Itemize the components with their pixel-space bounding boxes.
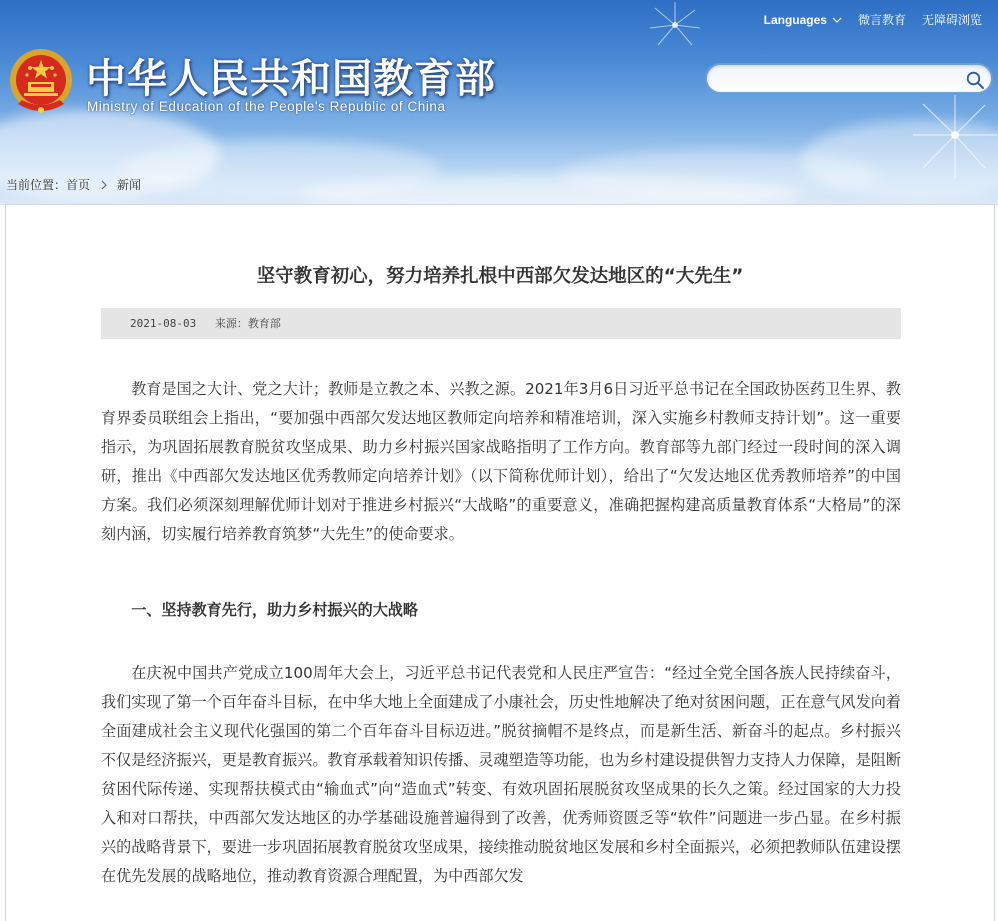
article-date: 2021-08-03 (130, 317, 197, 330)
languages-dropdown[interactable] (764, 13, 842, 27)
article-container (5, 204, 995, 921)
accessibility-link[interactable]: 无障碍浏览 (921, 13, 982, 27)
site-title: 中华人民共和国教育部 (86, 56, 496, 102)
search-icon[interactable] (965, 70, 985, 90)
top-nav (764, 11, 982, 28)
article-title: 坚守教育初心，努力培养扎根中西部欠发达地区的“大先生” (256, 266, 744, 287)
article-meta-bar (101, 308, 901, 339)
dandelion-decoration-icon (905, 90, 998, 180)
national-emblem-icon (8, 46, 74, 118)
chevron-down-icon (832, 15, 842, 25)
breadcrumb-current[interactable]: 新闻 (117, 178, 142, 192)
breadcrumb-home-link[interactable]: 首页 (66, 178, 91, 192)
site-subtitle: Ministry of Education of the People's Republic of China (87, 99, 446, 114)
search-input[interactable] (719, 69, 959, 89)
weixin-link[interactable]: 微言教育 (857, 13, 906, 27)
site-header (0, 0, 998, 205)
article-paragraph: 教育是国之大计、党之大计；教师是立教之本、兴教之源。2021年3月6日习近平总书记在全国政协医药卫生界、教育界委员联组会上指出，“要加强中西部欠发达地区教师定向培养和精准培训，深入实施乡村教师支持计划”。这一重要指示，为巩固拓展教育脱贫攻坚成果、助力乡村振兴国家战略指明了工作方向。教育部等九部门经过一段时间的深入调研，推出《中西部欠发达地区优秀教师定向培养计划》（以下简称优师计划），给出了“欠发达地区优秀教师培养”的中国方案。我们必须深刻理解优师计划对于推进乡村振兴“大战略”的重要意义，准确把握构建高质量教育体系“大格局”的深刻内涵，切实履行培养教育筑梦“大先生”的使命要求。 (101, 380, 901, 543)
chevron-right-icon (100, 180, 108, 190)
search-box (705, 63, 993, 94)
article-paragraph: 在庆祝中国共产党成立100周年大会上，习近平总书记代表党和人民庄严宣告：“经过全党全国各族人民持续奋斗，我们实现了第一个百年奋斗目标，在中华大地上全面建成了小康社会，历史性地解决了绝对贫困问题，正在意气风发向着全面建成社会主义现代化强国的第二个百年奋斗目标迈进。”脱贫摘帽不是终点，而是新生活、新奋斗的起点。乡村振兴不仅是经济振兴，更是教育振兴。教育承载着知识传播、灵魂塑造等功能，也为乡村建设提供智力支持人力保障，是阻断贫困代际传递、实现帮扶模式由“输血式”向“造血式”转变、有效巩固拓展脱贫攻坚成果的长久之策。经过国家的大力投入和对口帮扶，中西部欠发达地区的办学基础设施普遍得到了改善，优秀师资匮乏等“软件”问题进一步凸显。在乡村振兴的战略背景下，要进一步巩固拓展教育脱贫攻坚成果，接续推动脱贫地区发展和乡村全面振兴，必须把教师队伍建设摆在优先发展的战略地位，推动教育资源合理配置，为中西部欠发 (101, 664, 901, 885)
breadcrumb (6, 176, 141, 193)
breadcrumb-label: 当前位置： (6, 178, 67, 192)
article-source: 来源：教育部 (214, 317, 281, 330)
section-heading: 一、坚持教育先行，助力乡村振兴的大战略 (131, 601, 418, 619)
dandelion-decoration-icon (630, 0, 720, 60)
languages-label: Languages (763, 12, 827, 27)
